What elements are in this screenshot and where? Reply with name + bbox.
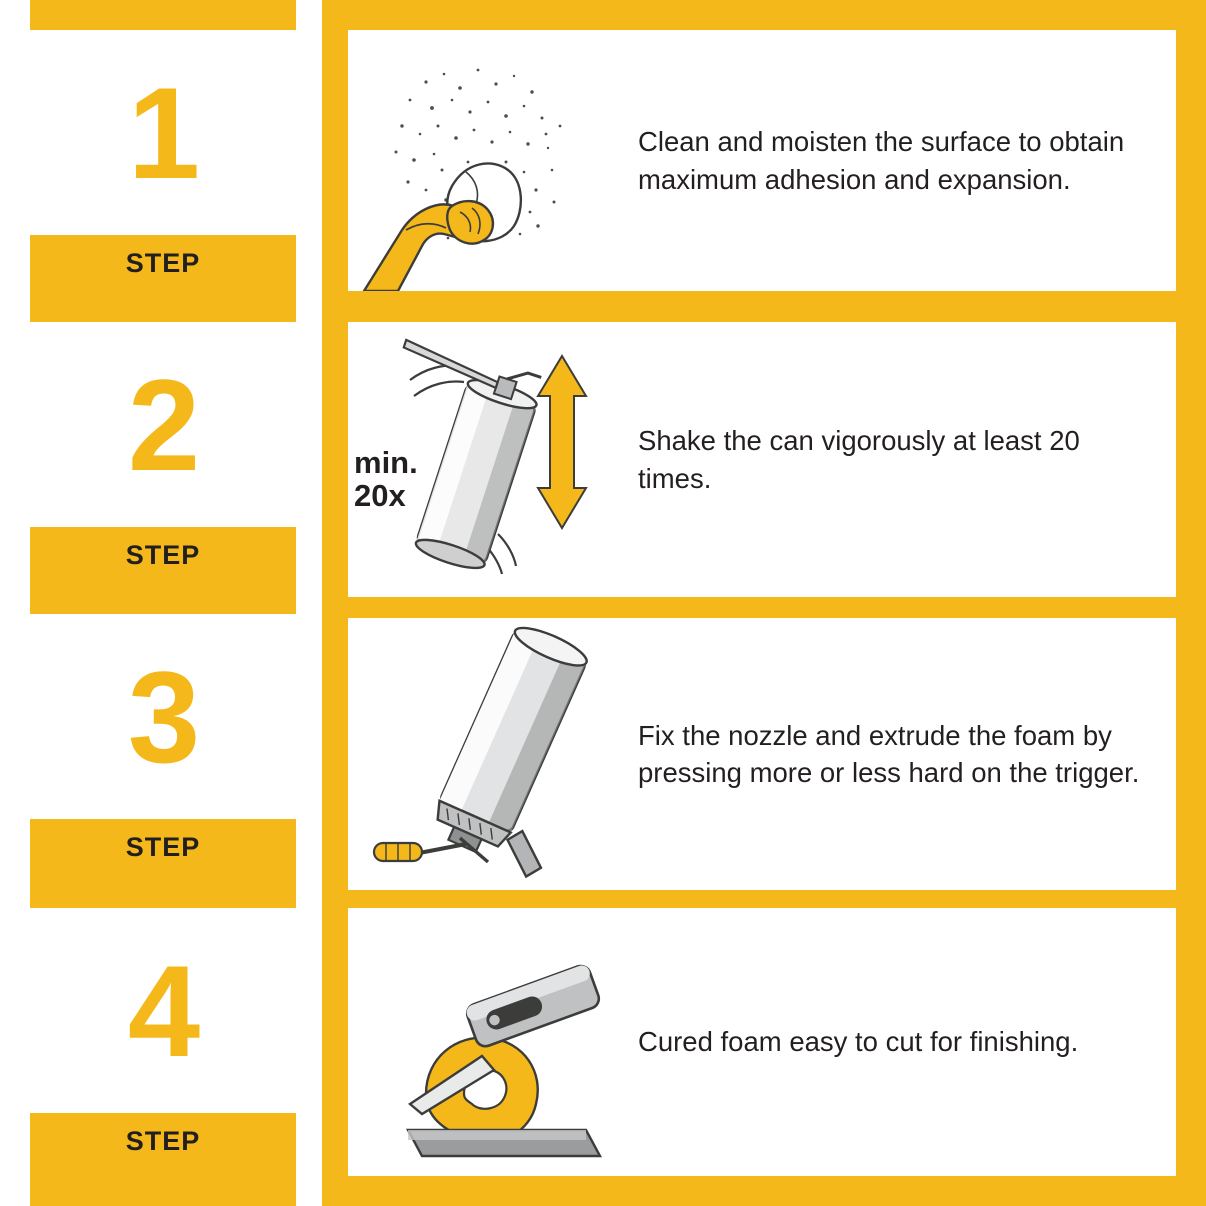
content-card-3	[348, 618, 1176, 890]
step-number-box-1	[30, 30, 296, 235]
step-number-box-3	[30, 614, 296, 819]
step-number-1: 1	[127, 59, 199, 206]
step-number-4: 4	[127, 937, 199, 1084]
step-label-2: STEP	[125, 539, 201, 570]
step-label-box-3	[30, 819, 296, 875]
step-caption-2: Shake the can vigorously at least 20 times.	[638, 425, 1080, 494]
content-card-2	[348, 322, 1176, 597]
step-card-1	[30, 30, 296, 291]
step-number-box-4	[30, 908, 296, 1113]
illustration-3	[348, 618, 638, 890]
content-card-4	[348, 908, 1176, 1176]
illustration-2	[348, 322, 638, 597]
step-label-1: STEP	[125, 247, 201, 278]
min-label: min.	[354, 445, 418, 480]
step-label-3: STEP	[125, 831, 201, 862]
step-number-3: 3	[127, 643, 199, 790]
knife-cutting-cured-foam-icon	[348, 908, 638, 1176]
step-label-4: STEP	[125, 1125, 201, 1156]
illustration-1	[348, 30, 638, 291]
gloved-hand-wiping-wall-icon	[348, 30, 638, 291]
step-number-2: 2	[127, 351, 199, 498]
illustration-4	[348, 908, 638, 1176]
times-label: 20x	[354, 478, 406, 514]
step-caption-3: Fix the nozzle and extrude the foam by pressing more or less hard on the trigger.	[638, 719, 1140, 788]
step-card-2	[30, 322, 296, 583]
step-caption-1: Clean and moisten the surface to obtain maximum adhesion and expansion.	[638, 126, 1125, 195]
content-card-1	[348, 30, 1176, 291]
step-card-3	[30, 614, 296, 875]
foam-gun-extruding-icon	[348, 618, 638, 890]
step-label-box-1	[30, 235, 296, 291]
step-caption-4: Cured foam easy to cut for finishing.	[638, 1026, 1079, 1058]
step-card-4	[30, 908, 296, 1169]
min-20x-overlay	[354, 446, 418, 513]
step-label-box-2	[30, 527, 296, 583]
step-number-box-2	[30, 322, 296, 527]
step-label-box-4	[30, 1113, 296, 1169]
